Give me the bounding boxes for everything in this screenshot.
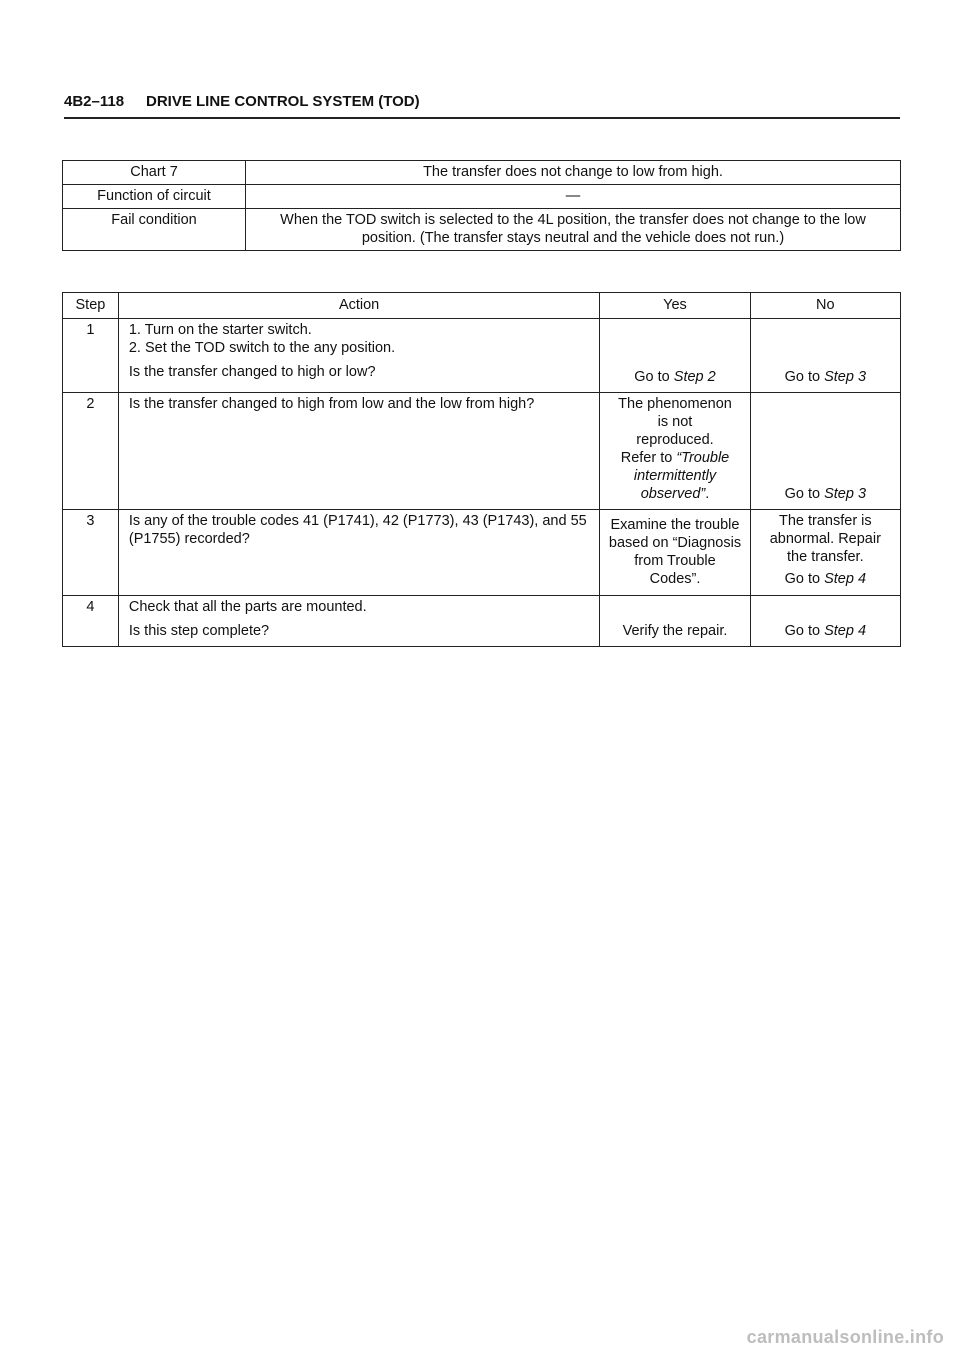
page-title: DRIVE LINE CONTROL SYSTEM (TOD) <box>146 93 420 110</box>
step-yes <box>600 510 750 596</box>
no-text: The transfer is abnormal. Repair the transfer. <box>769 513 881 565</box>
column-header-yes: Yes <box>600 293 750 319</box>
yes-text: Examine the trouble based on “Diagnosis from Trouble Codes”. <box>608 517 742 587</box>
action-line: 1. Turn on the starter switch. <box>128 322 312 338</box>
table-row <box>63 393 901 510</box>
step-yes <box>600 319 750 393</box>
no-text: Go to <box>784 486 825 502</box>
step-link[interactable]: Step 3 <box>824 369 867 385</box>
table-header-row <box>63 293 901 319</box>
action-line: Check that all the parts are mounted. <box>128 599 367 615</box>
no-text: Go to <box>784 623 825 639</box>
column-header-no: No <box>750 293 900 319</box>
step-link[interactable]: Step 3 <box>824 486 867 502</box>
step-number: 3 <box>63 510 119 596</box>
table-row <box>63 161 901 185</box>
action-question: Is this step complete? <box>128 623 270 639</box>
step-number: 2 <box>63 393 119 510</box>
yes-text: Verify the repair. <box>622 623 728 639</box>
table-row <box>63 510 901 596</box>
yes-text: The phenomenon <box>618 396 732 412</box>
table-row <box>63 319 901 393</box>
action-question: Is any of the trouble codes 41 (P1741), 42 (P1773), 43 (P1743), and 55 (P1755) recorded? <box>128 513 587 547</box>
info-value: — <box>246 185 901 209</box>
step-yes <box>600 393 750 510</box>
info-label: Chart 7 <box>63 161 246 185</box>
table-row <box>63 185 901 209</box>
no-text: Go to <box>784 571 825 587</box>
step-no <box>750 393 900 510</box>
page-header <box>64 93 900 119</box>
step-no <box>750 319 900 393</box>
yes-text: Go to <box>634 369 674 385</box>
info-value: The transfer does not change to low from high. <box>246 161 901 185</box>
chart-info-table <box>62 160 901 251</box>
yes-text: Refer to <box>620 450 677 466</box>
yes-text: reproduced. <box>636 432 714 448</box>
watermark: carmanualsonline.info <box>746 1327 944 1347</box>
step-link[interactable]: Step 2 <box>673 369 716 385</box>
table-row <box>63 596 901 647</box>
diagnosis-steps-table <box>62 292 901 647</box>
yes-text: is not <box>657 414 693 430</box>
no-text: Go to <box>784 369 825 385</box>
column-header-action: Action <box>118 293 599 319</box>
section-link[interactable]: “Trouble intermittently observed” <box>633 450 730 502</box>
action-line: 2. Set the TOD switch to the any position. <box>128 340 396 356</box>
step-number: 1 <box>63 319 119 393</box>
step-no <box>750 510 900 596</box>
step-no <box>750 596 900 647</box>
action-question: Is the transfer changed to high or low? <box>128 364 376 380</box>
step-link[interactable]: Step 4 <box>824 571 867 587</box>
table-row <box>63 209 901 251</box>
info-label: Fail condition <box>63 209 246 251</box>
info-value: When the TOD switch is selected to the 4L position, the transfer does not change to the low position. (The transfer stays neutral and the vehicle does not run.) <box>246 209 901 251</box>
step-action <box>118 393 599 510</box>
column-header-step: Step <box>63 293 119 319</box>
page-code: 4B2–118 <box>64 93 125 110</box>
info-label: Function of circuit <box>63 185 246 209</box>
step-action <box>118 510 599 596</box>
step-action <box>118 596 599 647</box>
step-action <box>118 319 599 393</box>
yes-text: . <box>705 486 710 502</box>
step-link[interactable]: Step 4 <box>824 623 867 639</box>
step-yes <box>600 596 750 647</box>
action-question: Is the transfer changed to high from low and the low from high? <box>128 396 535 412</box>
step-number: 4 <box>63 596 119 647</box>
